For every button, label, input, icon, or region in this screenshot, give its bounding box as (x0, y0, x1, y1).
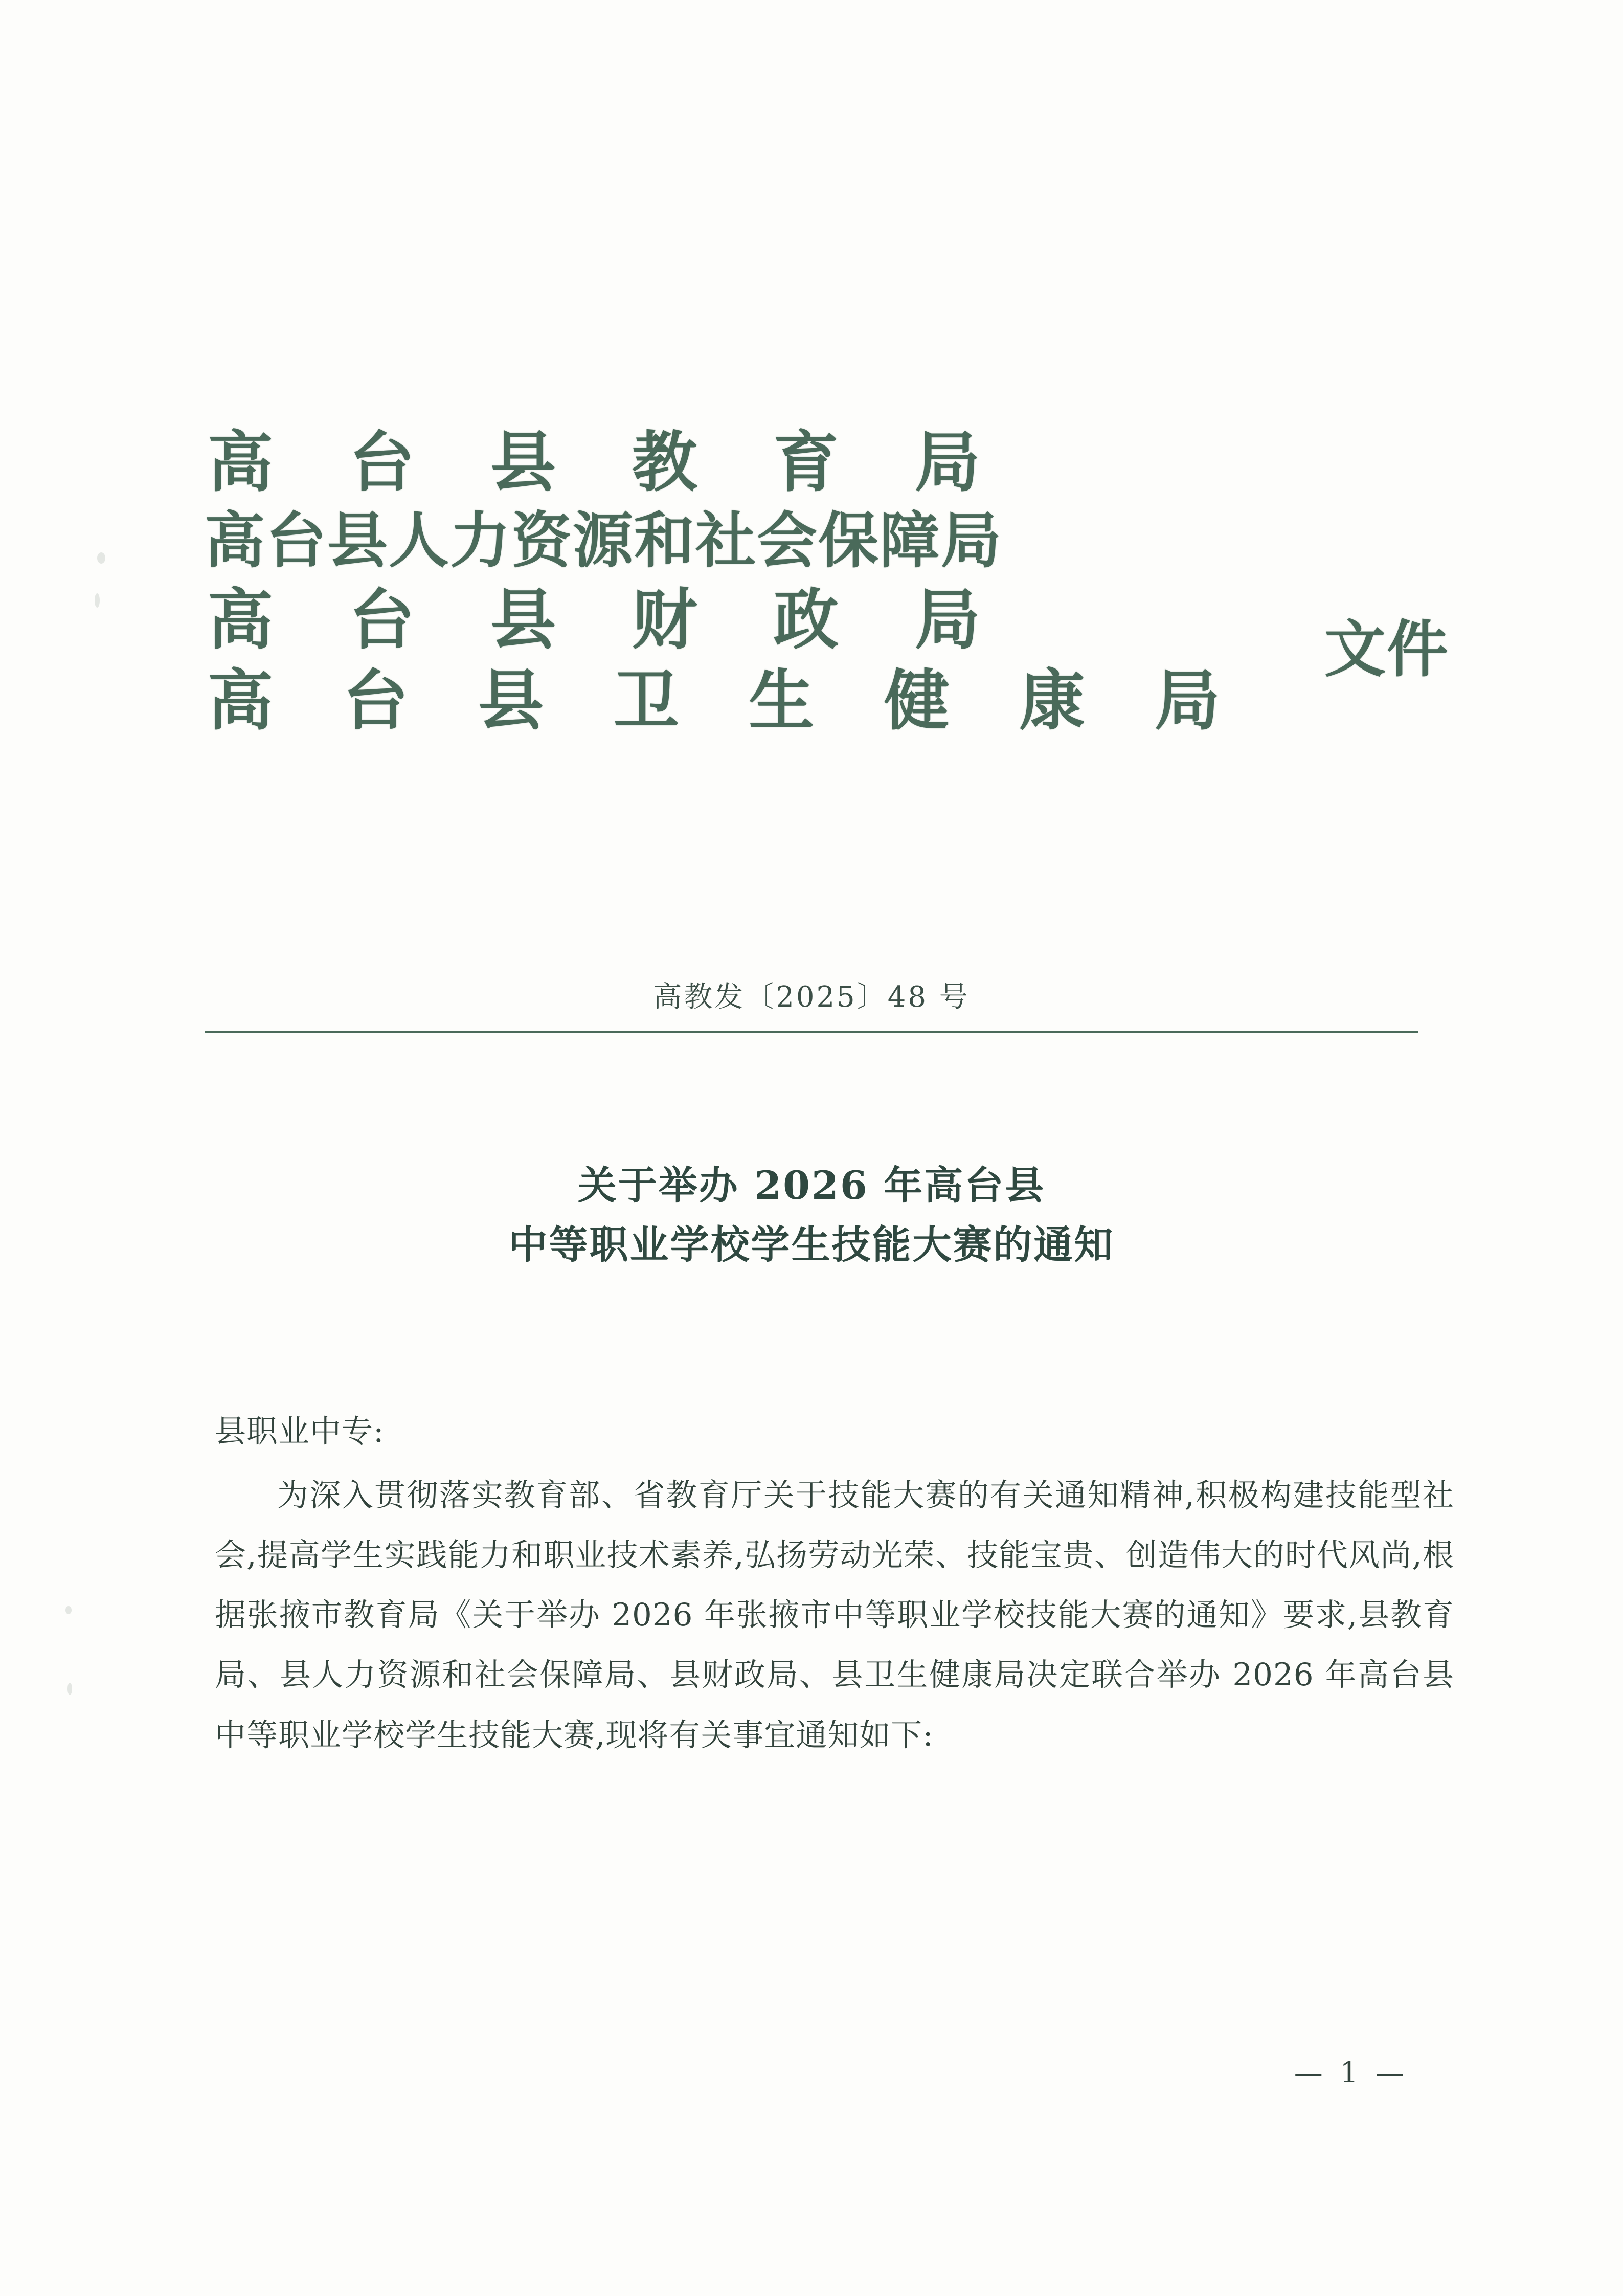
header-separator-rule (205, 1031, 1418, 1033)
document-body (215, 1401, 1454, 1765)
scan-speck (67, 1683, 72, 1695)
letterhead-line-1: 高 台 县 教 育 局 (208, 424, 1007, 501)
letterhead (0, 424, 1623, 739)
letterhead-line-2: 高台县人力资源和社会保障局 (205, 505, 1003, 576)
page-title (215, 1156, 1408, 1274)
document-number: 高教发〔2025〕48 号 (653, 980, 970, 1014)
scan-speck (65, 1606, 72, 1614)
letterhead-line-4: 高 台 县 卫 生 健 康 局 (208, 662, 1244, 739)
letterhead-lines (205, 424, 1449, 739)
page-title-line-2: 中等职业学校学生技能大赛的通知 (508, 1221, 1115, 1267)
page-title-line-1: 关于举办 2026 年高台县 (577, 1163, 1046, 1208)
salutation: 县职业中专: (215, 1413, 385, 1450)
page-number: — 1 — (1294, 2056, 1408, 2089)
body-paragraph-1: 为深入贯彻落实教育部、省教育厅关于技能大赛的有关通知精神,积极构建技能型社会,提高学生实践能力和职业技术素养,弘扬劳动光荣、技能宝贵、创造伟大的时代风尚,根据张掖市教育局《关于举办 2026 年张掖市中等职业学校技能大赛的通知》要求,县教育局、县人力资源和社会保障局、县财政局、县卫生健康局决定联合举办 2026 年高台县中等职业学校学生技能大赛,现将有关事宜通知如下: (215, 1477, 1454, 1753)
letterhead-wenjian-label: 文件 (1324, 613, 1449, 685)
letterhead-line-3: 高 台 县 财 政 局 (208, 582, 1007, 658)
